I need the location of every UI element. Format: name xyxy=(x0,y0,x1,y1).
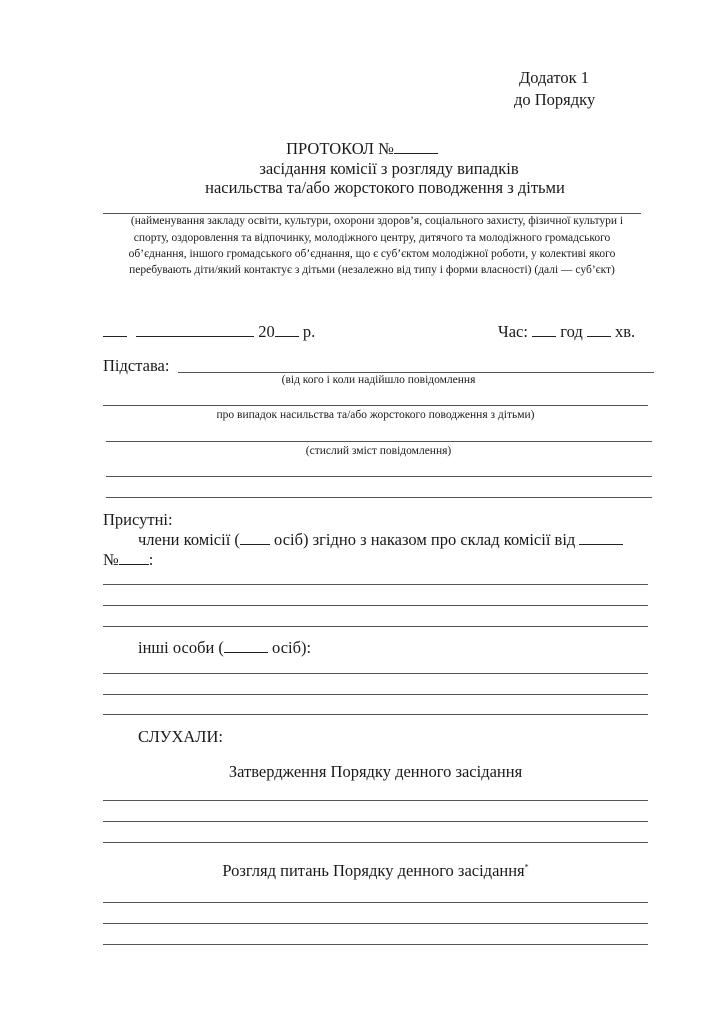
members-row xyxy=(138,530,623,550)
members-field-3[interactable] xyxy=(103,626,648,627)
order-colon: : xyxy=(148,550,154,569)
appendix-line-1: Додаток 1 xyxy=(519,68,589,87)
time-label: Час: xyxy=(498,322,528,341)
basis-field-2[interactable] xyxy=(103,405,648,406)
heard-item-2-text: Розгляд питань Порядку денного засідання xyxy=(222,861,525,880)
basis-hint-3: (стислий зміст повідомлення) xyxy=(305,445,452,457)
footnote-mark: * xyxy=(524,862,529,872)
basis-hint-2: про випадок насильства та/або жорстокого поводження з дітьми) xyxy=(216,409,535,421)
basis-field-1[interactable] xyxy=(178,372,654,373)
hours-field[interactable] xyxy=(532,335,556,337)
institution-note-1: (найменування закладу освіти, культури, охорони здоров’я, соціального захисту, фізичної культури і xyxy=(130,215,624,227)
order-number-field[interactable] xyxy=(119,563,149,565)
others-field-1[interactable] xyxy=(103,673,648,674)
institution-name-field[interactable] xyxy=(103,213,641,214)
others-text-b: осіб): xyxy=(272,638,312,657)
protocol-number-field[interactable] xyxy=(394,152,438,154)
time-row xyxy=(498,322,635,342)
others-row xyxy=(138,638,311,658)
month-field[interactable] xyxy=(136,335,254,337)
hours-label: год xyxy=(560,322,583,341)
heard-label: СЛУХАЛИ: xyxy=(138,727,223,746)
present-label: Присутні: xyxy=(103,510,173,529)
number-sign: № xyxy=(103,550,119,569)
protocol-title xyxy=(0,139,724,159)
protocol-subtitle-2: насильства та/або жорстокого поводження з дітьми xyxy=(205,178,565,197)
basis-label: Підстава: xyxy=(103,356,170,375)
date-row xyxy=(103,322,315,342)
minutes-field[interactable] xyxy=(587,335,611,337)
item2-field-2[interactable] xyxy=(103,923,648,924)
institution-note-4: перебувають діти/який контактує з дітьми (незалежно від типу і форми власності) (далі — суб’єкт) xyxy=(129,264,615,276)
item1-field-3[interactable] xyxy=(103,842,648,843)
item2-field-3[interactable] xyxy=(103,944,648,945)
protocol-title-text: ПРОТОКОЛ № xyxy=(286,139,394,158)
others-text-a: інші особи ( xyxy=(138,638,224,657)
year-field[interactable] xyxy=(275,335,299,337)
item2-field-1[interactable] xyxy=(103,902,648,903)
institution-note-3: об’єднання, іншого громадського об’єднання, що є суб’єктом молодіжної роботи, у колективі якого xyxy=(128,248,616,260)
members-text-a: члени комісії ( xyxy=(138,530,240,549)
basis-hint-1: (від кого і коли надійшло повідомлення xyxy=(281,374,476,386)
others-count-field[interactable] xyxy=(224,651,268,653)
item1-field-1[interactable] xyxy=(103,800,648,801)
others-field-2[interactable] xyxy=(103,694,648,695)
heard-item-2 xyxy=(103,861,648,881)
minutes-label: хв. xyxy=(615,322,636,341)
basis-field-5[interactable] xyxy=(106,497,652,498)
day-field[interactable] xyxy=(103,335,127,337)
institution-note-2: спорту, оздоровлення та відпочинку, молодіжного центру, дитячого та молодіжного громадського xyxy=(133,232,611,244)
year-suffix: р. xyxy=(302,322,316,341)
order-date-field[interactable] xyxy=(579,543,623,545)
appendix-line-2: до Порядку xyxy=(514,90,596,109)
members-field-1[interactable] xyxy=(103,584,648,585)
members-field-2[interactable] xyxy=(103,605,648,606)
basis-field-4[interactable] xyxy=(106,476,652,477)
others-field-3[interactable] xyxy=(103,714,648,715)
members-text-b: осіб) згідно з наказом про склад комісії від xyxy=(274,530,576,549)
order-number-row xyxy=(103,550,153,570)
heard-item-1: Затвердження Порядку денного засідання xyxy=(228,762,523,781)
protocol-subtitle-1: засідання комісії з розгляду випадків xyxy=(259,159,519,178)
item1-field-2[interactable] xyxy=(103,821,648,822)
basis-field-3[interactable] xyxy=(106,441,652,442)
members-count-field[interactable] xyxy=(240,543,270,545)
year-prefix: 20 xyxy=(258,322,275,341)
